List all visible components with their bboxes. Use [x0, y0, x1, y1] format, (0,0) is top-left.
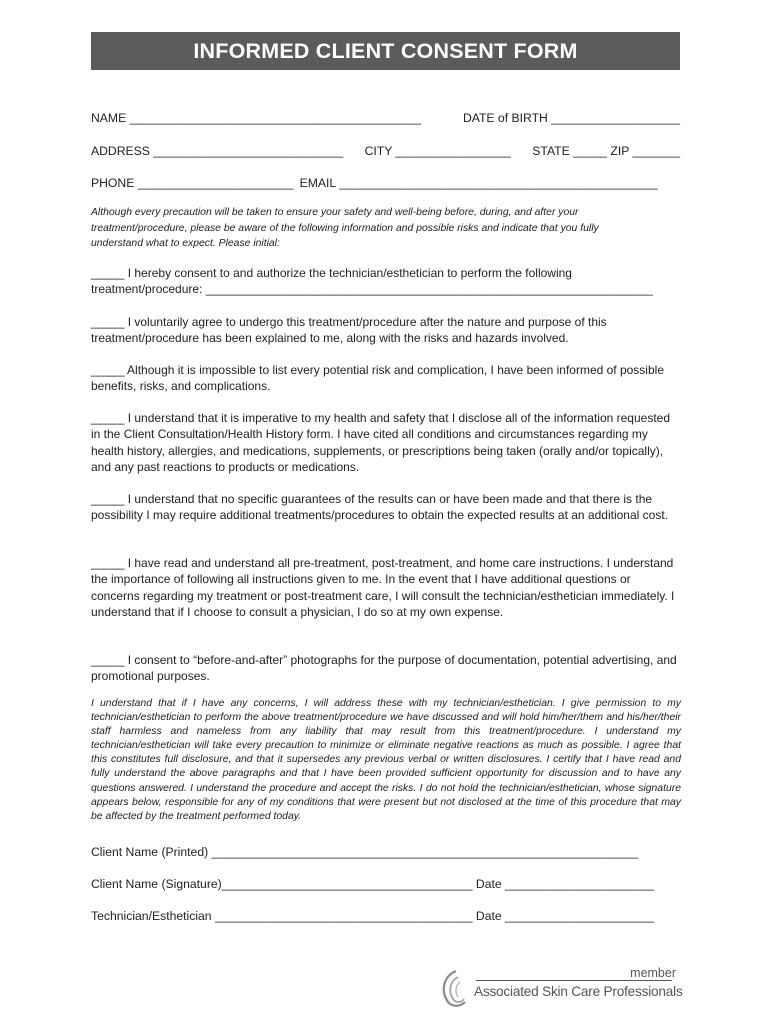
- consent-paragraph-risks[interactable]: _____ Although it is impossible to list every potential risk and complication, I have been informed of possible benefits, risks, and complications.: [91, 363, 664, 394]
- address-row: [91, 144, 680, 158]
- client-signature-field[interactable]: Client Name (Signature)_____________________________________ Date ______________________: [91, 877, 655, 891]
- consent-paragraph-guarantees[interactable]: _____ I understand that no specific guarantees of the results can or have been made and that there is the possibility I may require additional treatments/procedures to obtain the expected results at an additional cost.: [91, 492, 668, 523]
- phone-email-row: [91, 176, 680, 190]
- consent-paragraph-authorize[interactable]: _____ I hereby consent to and authorize the technician/esthetician to perform the following treatment/procedure: ___________________________________________________________________: [91, 266, 653, 297]
- consent-paragraph-voluntary[interactable]: _____ I voluntarily agree to undergo this treatment/procedure after the nature and purpose of this treatment/procedure has been explained to me, along with the risks and hazards involved.: [91, 315, 607, 346]
- consent-paragraph-disclosure[interactable]: _____ I understand that it is imperative to my health and safety that I disclose all of the information requested in the Client Consultation/Health History form. I have cited all conditions and circumstances regarding my health history, allergies, and medications, supplements, or prescriptions being taken (orally and/or topically), and any past reactions to products or medications.: [91, 411, 670, 474]
- name-field[interactable]: NAME ___________________________________________: [91, 111, 422, 125]
- city-field[interactable]: CITY _________________: [364, 144, 511, 158]
- form-title-bar: [91, 32, 680, 70]
- intro-instructions: Although every precaution will be taken to ensure your safety and well-being before, during, and after your treatment/procedure, please be aware of the following information and possible risks and indicate that you fully understand what to expect. Please initial:: [91, 207, 599, 249]
- membership-footer: [436, 962, 683, 1010]
- name-dob-row: [91, 111, 680, 125]
- asc-swirl-logo-icon: [436, 968, 472, 1008]
- consent-paragraph-photographs[interactable]: _____ I consent to “before-and-after” photographs for the purpose of documentation, potential advertising, and promotional purposes.: [91, 653, 677, 684]
- consent-paragraph-instructions[interactable]: _____ I have read and understand all pre-treatment, post-treatment, and home care instructions. I understand the importance of following all instructions given to me. In the event that I have additional questions or concerns regarding my treatment or post-treatment care, I will consult the technician/esthetician immediately. I understand that if I choose to consult a physician, I do so at my own expense.: [91, 556, 675, 619]
- client-printed-name-field[interactable]: Client Name (Printed) _______________________________________________________________: [91, 845, 639, 859]
- technician-signature-field[interactable]: Technician/Esthetician ______________________________________ Date ______________________: [91, 909, 655, 923]
- closing-statement: I understand that if I have any concerns, I will address these with my technician/esthetician. I give permission to my technician/esthetician to perform the above treatment/procedure we have discussed and will hold him/her/them and his/her/their staff harmless and nameless from any liability that may result from this treatment/procedure. I understand my technician/esthetician will take every precaution to minimize or eliminate negative reactions as much as possible. I agree that this constitutes full disclosure, and that it supersedes any previous verbal or written disclosures. I certify that I have read and fully understand the above paragraphs and that I have been provided sufficient opportunity for discussion and to have any questions answered. I understand the procedure and accept the risks. I do not hold the technician/esthetician, whose signature appears below, responsible for any of my conditions that were present but not disclosed at the time of this procedure that may be affected by the treatment performed today.: [91, 698, 681, 822]
- organization-name: Associated Skin Care Professionals: [474, 984, 683, 999]
- form-title: INFORMED CLIENT CONSENT FORM: [193, 38, 578, 63]
- phone-field[interactable]: PHONE _______________________: [91, 176, 294, 190]
- email-field[interactable]: EMAIL _______________________________________________: [299, 176, 658, 190]
- dob-field[interactable]: DATE of BIRTH ___________________: [462, 111, 680, 125]
- state-zip-field[interactable]: STATE _____ ZIP _______: [532, 144, 680, 158]
- address-field[interactable]: ADDRESS ____________________________: [91, 144, 344, 158]
- member-rule: [476, 980, 672, 981]
- member-label: member: [630, 966, 676, 980]
